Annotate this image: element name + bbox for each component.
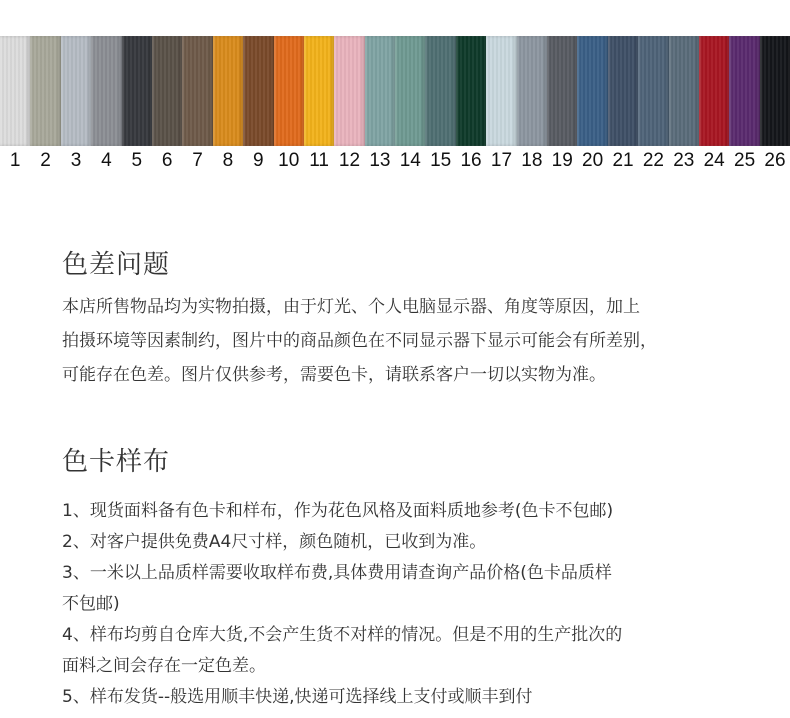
swatch-number-12: 12 <box>338 150 361 171</box>
list-item: 2、对客户提供免费A4尺寸样，颜色随机，已收到为准。 <box>62 532 487 552</box>
sample-fabric-list <box>62 496 762 713</box>
color-swatch-20 <box>577 36 607 146</box>
swatch-number-19: 19 <box>551 150 573 171</box>
list-item: 不包邮) <box>62 594 120 614</box>
swatch-number-22: 22 <box>642 150 664 171</box>
swatch-number-24: 24 <box>703 150 725 171</box>
swatch-number-row <box>0 148 790 174</box>
swatch-number-13: 13 <box>369 150 391 171</box>
color-swatch-21 <box>608 36 638 146</box>
swatch-number-14: 14 <box>399 150 421 171</box>
list-item: 4、样布均剪自仓库大货,不会产生货不对样的情况。但是不用的生产批次的 <box>62 625 623 645</box>
color-swatch-14 <box>395 36 425 146</box>
color-swatch-13 <box>365 36 395 146</box>
color-swatch-23 <box>669 36 699 146</box>
color-swatch-6 <box>152 36 182 146</box>
swatch-number-8: 8 <box>222 150 234 171</box>
swatch-number-23: 23 <box>673 150 695 171</box>
swatch-number-18: 18 <box>521 150 543 171</box>
color-difference-title: 色差问题 <box>62 250 171 280</box>
color-swatch-11 <box>304 36 334 146</box>
swatch-number-26: 26 <box>764 150 786 171</box>
swatch-number-15: 15 <box>430 150 452 171</box>
color-swatch-9 <box>243 36 273 146</box>
paragraph-line: 拍摄环境等因素制约，图片中的商品颜色在不同显示器下显示可能会有所差别， <box>62 331 657 351</box>
swatch-number-16: 16 <box>460 150 482 171</box>
swatch-number-7: 7 <box>192 150 203 171</box>
swatch-number-6: 6 <box>161 150 173 171</box>
list-item: 5、样布发货--般选用顺丰快递,快递可选择线上支付或顺丰到付 <box>62 687 533 707</box>
swatch-number-10: 10 <box>278 150 300 171</box>
color-swatch-24 <box>699 36 729 146</box>
color-swatch-8 <box>213 36 243 146</box>
list-item: 面料之间会存在一定色差。 <box>62 656 266 676</box>
color-swatch-1 <box>0 36 30 146</box>
color-swatch-strip <box>0 36 790 146</box>
color-difference-paragraph <box>62 290 752 392</box>
color-swatch-17 <box>486 36 516 146</box>
color-swatch-26 <box>760 36 790 146</box>
paragraph-line: 可能存在色差。图片仅供参考，需要色卡，请联系客户一切以实物为准。 <box>62 365 606 385</box>
color-swatch-18 <box>517 36 547 146</box>
list-item: 1、现货面料备有色卡和样布，作为花色风格及面料质地参考(色卡不包邮) <box>62 501 614 521</box>
swatch-number-3: 3 <box>70 150 82 171</box>
color-swatch-12 <box>334 36 364 146</box>
sample-fabric-title: 色卡样布 <box>62 447 171 477</box>
swatch-number-11: 11 <box>309 150 329 171</box>
color-swatch-4 <box>91 36 121 146</box>
color-swatch-7 <box>182 36 212 146</box>
swatch-number-20: 20 <box>582 150 604 171</box>
color-swatch-15 <box>425 36 455 146</box>
color-swatch-16 <box>456 36 486 146</box>
color-swatch-5 <box>122 36 152 146</box>
swatch-number-4: 4 <box>101 150 112 171</box>
swatch-number-5: 5 <box>131 150 143 171</box>
color-swatch-10 <box>274 36 304 146</box>
color-swatch-3 <box>61 36 91 146</box>
color-swatch-25 <box>729 36 759 146</box>
swatch-number-9: 9 <box>253 150 264 171</box>
swatch-number-21: 21 <box>612 150 634 171</box>
color-swatch-22 <box>638 36 668 146</box>
color-swatch-19 <box>547 36 577 146</box>
swatch-number-25: 25 <box>734 150 756 171</box>
swatch-number-2: 2 <box>40 150 51 171</box>
swatch-number-1: 1 <box>9 150 21 171</box>
swatch-number-17: 17 <box>490 150 513 171</box>
paragraph-line: 本店所售物品均为实物拍摄，由于灯光、个人电脑显示器、角度等原因，加上 <box>62 297 640 317</box>
list-item: 3、一米以上品质样需要收取样布费,具体费用请查询产品价格(色卡品质样 <box>62 563 612 583</box>
color-swatch-2 <box>30 36 60 146</box>
